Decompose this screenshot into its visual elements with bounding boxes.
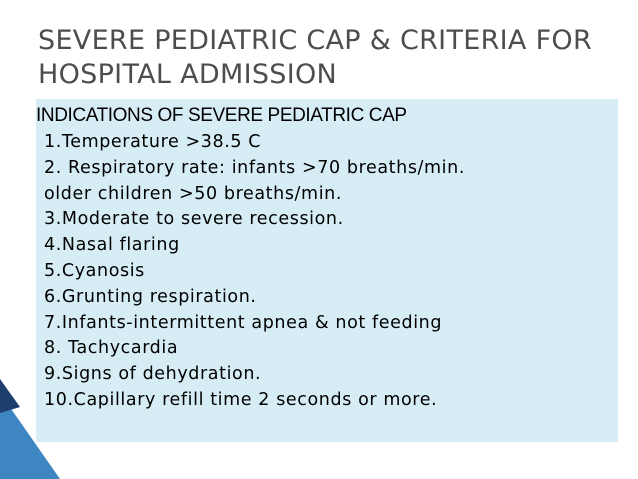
list-item: older children >50 breaths/min. xyxy=(44,183,343,204)
list-item: 5.Cyanosis xyxy=(44,260,145,281)
list-item: 7.Infants-intermittent apnea & not feeding xyxy=(44,312,443,333)
indications-heading: INDICATIONS OF SEVERE PEDIATRIC CAP xyxy=(36,105,407,126)
corner-decoration-dark-shape xyxy=(0,379,20,413)
list-item: 3.Moderate to severe recession. xyxy=(44,209,344,230)
list-item: 1.Temperature >38.5 C xyxy=(44,132,262,152)
list-item: 2. Respiratory rate: infants >70 breaths/min. xyxy=(44,157,465,178)
list-item: 10.Capillary refill time 2 seconds or more. xyxy=(44,389,438,410)
list-item: 8. Tachycardia xyxy=(44,338,179,359)
corner-decoration xyxy=(0,379,60,479)
slide-title-line-2: HOSPITAL ADMISSION xyxy=(38,59,338,90)
indications-list xyxy=(44,130,465,414)
list-item: 6.Grunting respiration. xyxy=(44,286,257,307)
list-item: 4.Nasal flaring xyxy=(44,235,180,256)
content-box xyxy=(36,99,618,442)
slide-title-line-1: SEVERE PEDIATRIC CAP & CRITERIA FOR xyxy=(38,25,593,56)
slide-title xyxy=(38,24,618,92)
list-item: 9.Signs of dehydration. xyxy=(44,364,262,385)
